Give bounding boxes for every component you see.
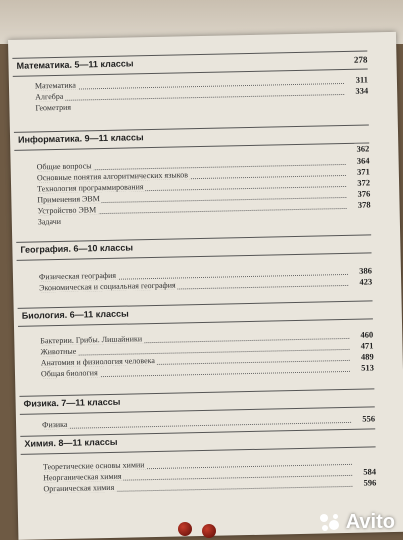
- section-title: Химия. 8—11 классы: [24, 436, 118, 449]
- entry-label: Алгебра: [35, 91, 64, 102]
- entry-label: Физика: [41, 419, 68, 430]
- section-informatics: [14, 124, 371, 228]
- entry-page-number: 386: [359, 265, 373, 276]
- entry-page-number: 371: [356, 166, 370, 177]
- section-chemistry: [20, 428, 376, 495]
- entry-page-number: 372: [357, 177, 371, 188]
- entry-page-number: 311: [355, 74, 369, 85]
- entry-page-number: 556: [362, 413, 376, 424]
- section-title: Биология. 6—11 классы: [21, 308, 129, 321]
- bead-icon: [202, 524, 216, 538]
- entry-page-number: 364: [356, 155, 370, 166]
- entry-page-number: 334: [355, 85, 369, 96]
- entry-label: Анатомия и физиология человека: [40, 355, 155, 368]
- entry-label: Применения ЭВМ: [37, 194, 100, 205]
- toc-page: [8, 32, 403, 540]
- entry-page-number: 584: [363, 466, 377, 477]
- section-title: Математика. 5—11 классы: [16, 58, 134, 71]
- entry-label: Математика: [34, 80, 77, 91]
- section-title: География. 6—10 классы: [20, 242, 134, 255]
- entry-label: Неорганическая химия: [43, 471, 122, 483]
- entry-page-number: 489: [360, 351, 374, 362]
- entry-label: Животные: [40, 346, 77, 357]
- section-math: [12, 50, 368, 114]
- entry-label: Теоретические основы химии: [42, 460, 145, 472]
- entry-label: Экономическая и социальная география: [39, 280, 176, 293]
- section-page-number: 278: [353, 54, 368, 65]
- section-biology: [18, 300, 374, 380]
- entry-page-number: 471: [360, 340, 374, 351]
- entry-label: Основные понятия алгоритмических языков: [36, 170, 189, 183]
- entry-label: Бактерии. Грибы. Лишайники: [40, 334, 143, 346]
- bead-icon: [178, 522, 192, 536]
- section-title: Физика. 7—11 классы: [23, 396, 121, 409]
- entry-page-number: 513: [361, 362, 375, 373]
- entry-page-number: 460: [360, 329, 374, 340]
- section-title: Информатика. 9—11 классы: [17, 132, 144, 145]
- watermark-text: Avito: [345, 511, 395, 533]
- entry-label: Технология программирования: [37, 182, 144, 194]
- entry-label: Геометрия: [35, 102, 72, 113]
- entry-page-number: 596: [363, 477, 377, 488]
- entry-label: Общие вопросы: [36, 161, 92, 172]
- entry-label: Общая биология: [40, 368, 98, 379]
- avito-logo-icon: [320, 514, 342, 532]
- entry-page-number: 362: [356, 143, 370, 154]
- entry-label: Задачи: [37, 216, 62, 227]
- entry-page-number: 376: [357, 188, 371, 199]
- avito-watermark: [320, 511, 395, 534]
- entry-label: Физическая география: [38, 270, 117, 282]
- entry-page-number: 423: [359, 276, 373, 287]
- leader-dots: [41, 419, 351, 430]
- entry-label: Устройство ЭВМ: [37, 205, 97, 216]
- entry-label: Органическая химия: [43, 482, 115, 494]
- entry-page-number: 378: [357, 199, 371, 210]
- section-geography: [16, 234, 372, 294]
- section-physics: [19, 388, 375, 431]
